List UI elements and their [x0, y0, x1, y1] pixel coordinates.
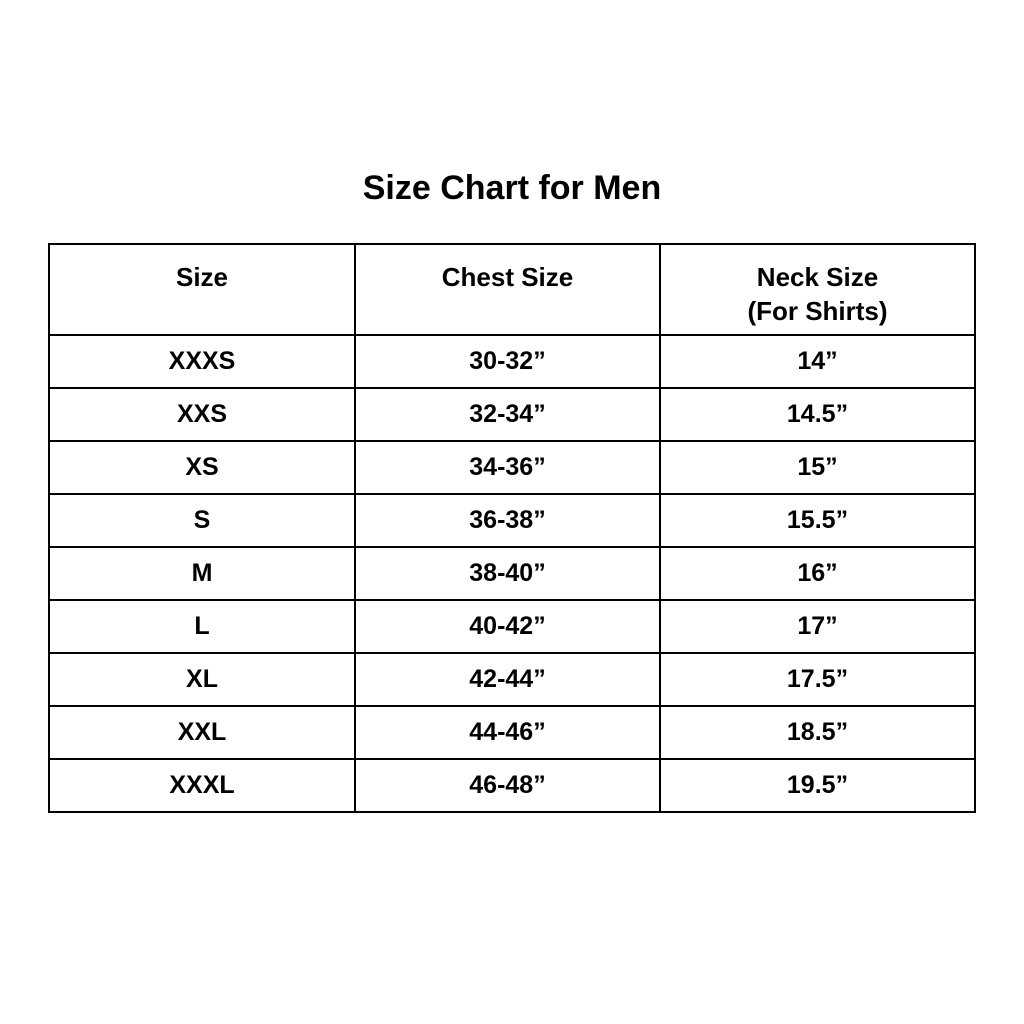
size-cell: L [49, 600, 355, 653]
header-chest-size [355, 244, 660, 335]
neck-size-cell: 17” [660, 600, 975, 653]
neck-size-cell: 16” [660, 547, 975, 600]
table-header [49, 244, 975, 335]
neck-size-cell: 14” [660, 335, 975, 388]
chest-size-cell: 40-42” [355, 600, 660, 653]
size-cell: XL [49, 653, 355, 706]
size-cell: XXL [49, 706, 355, 759]
size-cell: XXXL [49, 759, 355, 812]
size-cell: M [49, 547, 355, 600]
size-cell: XXXS [49, 335, 355, 388]
table-row [49, 759, 975, 812]
neck-size-cell: 19.5” [660, 759, 975, 812]
chest-size-cell: 36-38” [355, 494, 660, 547]
header-size [49, 244, 355, 335]
table-body [49, 335, 975, 812]
header-neck-label-line1: Neck Size [756, 261, 879, 292]
header-chest-label: Chest Size [441, 261, 574, 292]
chest-size-cell: 38-40” [355, 547, 660, 600]
table-row [49, 388, 975, 441]
neck-size-cell: 15.5” [660, 494, 975, 547]
header-row [49, 244, 975, 335]
header-size-label: Size [175, 261, 229, 292]
size-cell: XXS [49, 388, 355, 441]
table-row [49, 547, 975, 600]
chest-size-cell: 46-48” [355, 759, 660, 812]
table-row [49, 653, 975, 706]
chest-size-cell: 30-32” [355, 335, 660, 388]
header-neck-label-line2: (For Shirts) [747, 295, 888, 326]
table-row [49, 335, 975, 388]
size-cell: S [49, 494, 355, 547]
neck-size-cell: 17.5” [660, 653, 975, 706]
table-row [49, 706, 975, 759]
neck-size-cell: 14.5” [660, 388, 975, 441]
table-row [49, 441, 975, 494]
page-title: Size Chart for Men [362, 169, 662, 207]
neck-size-cell: 15” [660, 441, 975, 494]
chest-size-cell: 44-46” [355, 706, 660, 759]
chest-size-cell: 42-44” [355, 653, 660, 706]
chest-size-cell: 34-36” [355, 441, 660, 494]
size-cell: XS [49, 441, 355, 494]
table-row [49, 600, 975, 653]
chest-size-cell: 32-34” [355, 388, 660, 441]
table-row [49, 494, 975, 547]
neck-size-cell: 18.5” [660, 706, 975, 759]
header-neck-size [660, 244, 975, 335]
size-chart-table [48, 243, 976, 813]
